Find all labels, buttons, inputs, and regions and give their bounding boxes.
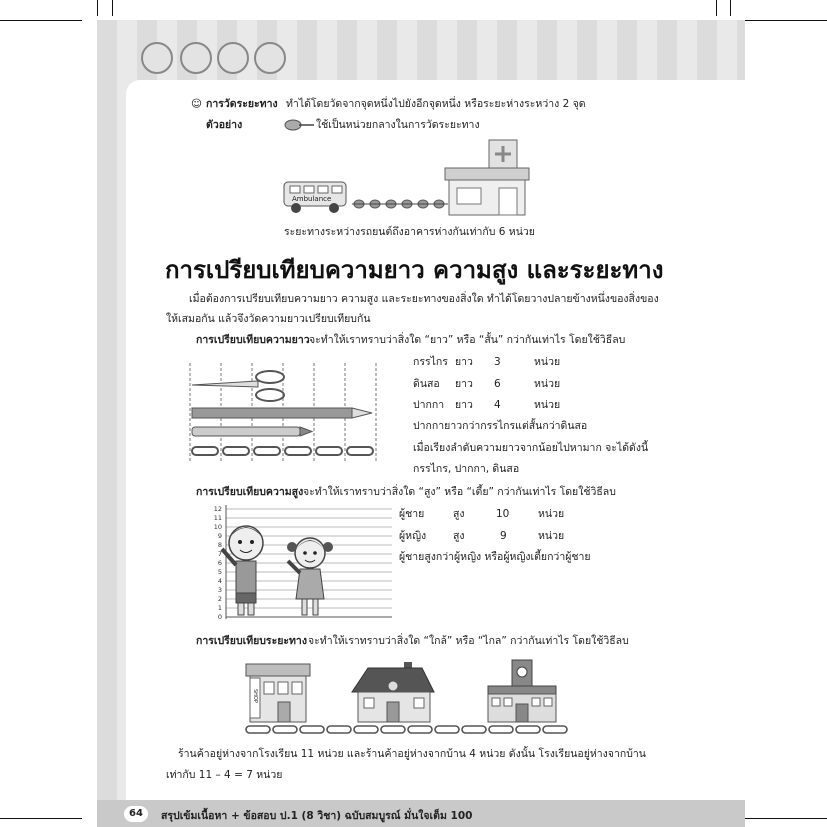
height-row-attr: สูง <box>453 530 465 542</box>
length-row-unit: หน่วย <box>534 356 561 368</box>
length-row-unit: หน่วย <box>534 399 561 411</box>
svg-text:3: 3 <box>217 586 222 594</box>
svg-text:1: 1 <box>217 604 222 612</box>
reading-icon <box>217 42 249 74</box>
crop-mark <box>730 0 731 16</box>
crop-mark <box>0 20 82 21</box>
svg-text:10: 10 <box>213 523 222 531</box>
crop-mark <box>716 0 717 16</box>
length-illustration <box>188 363 383 463</box>
svg-text:2: 2 <box>217 595 222 603</box>
svg-text:12: 12 <box>213 505 222 513</box>
pencil-icon <box>192 408 372 418</box>
height-row-value: 9 <box>500 530 507 542</box>
length-row-item: ปากกา <box>413 399 445 411</box>
intro-paragraph-line1: เมื่อต้องการเปรียบเทียบความยาว ความสูง และระยะทางของสิ่งใด ทำได้โดยวางปลายข้างหนึ่งของสิ่งของ <box>189 293 659 305</box>
pushpin-icon <box>284 118 314 132</box>
svg-text:0: 0 <box>217 613 222 621</box>
height-illustration <box>212 505 392 625</box>
shop-sign: SHOP <box>252 689 258 703</box>
length-row-value: 6 <box>494 378 501 390</box>
crop-mark <box>745 818 827 819</box>
height-compare-desc: จะทำให้เราทราบว่าสิ่งใด “สูง” หรือ “เตี้ย” กว่ากันเท่าไร โดยใช้วิธีลบ <box>303 486 616 498</box>
pushpin-chain <box>352 197 448 211</box>
length-row-item: กรรไกร <box>413 356 448 368</box>
example-text: ใช้เป็นหน่วยกลางในการวัดระยะทาง <box>316 119 480 131</box>
length-row-unit: หน่วย <box>534 378 561 390</box>
length-row-attr: ยาว <box>455 356 473 368</box>
music-icon <box>180 42 212 74</box>
svg-text:5: 5 <box>217 568 222 576</box>
hospital-icon <box>445 140 530 216</box>
length-compare-desc: จะทำให้เราทราบว่าสิ่งใด “ยาว” หรือ “สั้น” กว่ากันเท่าไร โดยใช้วิธีลบ <box>309 334 626 346</box>
house-icon <box>352 662 434 722</box>
distance-caption: ระยะทางระหว่างรถยนต์ถึงอาคารห่างกันเท่ากับ 6 หน่วย <box>284 226 535 238</box>
boy-icon <box>222 526 263 615</box>
science-icon <box>141 42 173 74</box>
distance-conclusion-line1: ร้านค้าอยู่ห่างจากโรงเรียน 11 หน่วย และร้านค้าอยู่ห่างจากบ้าน 4 หน่วย ดังนั้น โรงเรียนอยู่ห่างจากบ้าน <box>178 748 646 760</box>
length-row-value: 4 <box>494 399 501 411</box>
height-row-unit: หน่วย <box>538 508 565 520</box>
height-row-item: ผู้หญิง <box>399 530 427 542</box>
distance-conclusion-line2: เท่ากับ 11 – 4 = 7 หน่วย <box>166 769 283 781</box>
length-compare-label: การเปรียบเทียบความยาว <box>196 334 310 346</box>
scissors-icon <box>192 371 284 401</box>
height-note: ผู้ชายสูงกว่าผู้หญิง หรือผู้หญิงเตี้ยกว่าผู้ชาย <box>399 551 591 563</box>
bullet-icon: ☺ <box>191 98 202 110</box>
height-row-item: ผู้ชาย <box>399 508 425 520</box>
svg-text:9: 9 <box>217 532 222 540</box>
ambulance-label: Ambulance <box>292 195 332 203</box>
distance-illustration <box>244 658 584 738</box>
length-row-attr: ยาว <box>455 399 473 411</box>
crop-mark <box>0 818 82 819</box>
length-row-item: ดินสอ <box>413 378 440 390</box>
distance-definition: ทำได้โดยวัดจากจุดหนึ่งไปยังอีกจุดหนึ่ง หรือระยะห่างระหว่าง 2 จุด <box>286 98 586 110</box>
pen-icon <box>192 427 312 436</box>
art-icon <box>254 42 286 74</box>
page-number: 64 <box>124 806 148 822</box>
height-row-value: 10 <box>496 508 510 520</box>
distance-term: การวัดระยะทาง <box>206 98 278 110</box>
height-compare-label: การเปรียบเทียบความสูง <box>196 486 304 498</box>
svg-text:8: 8 <box>217 541 222 549</box>
length-note: ปากกายาวกว่ากรรไกรแต่สั้นกว่าดินสอ <box>413 420 588 432</box>
distance-compare-label: การเปรียบเทียบระยะทาง <box>196 635 307 647</box>
length-row-value: 3 <box>494 356 501 368</box>
crop-mark <box>745 20 827 21</box>
length-note: กรรไกร, ปากกา, ดินสอ <box>413 463 520 475</box>
svg-text:6: 6 <box>217 559 222 567</box>
intro-paragraph-line2: ให้เสมอกัน แล้วจึงวัดความยาวเปรียบเทียบกัน <box>166 313 371 325</box>
example-label: ตัวอย่าง <box>206 119 243 131</box>
paperclip-path <box>246 726 567 733</box>
distance-compare-desc: จะทำให้เราทราบว่าสิ่งใด “ใกล้” หรือ “ไกล” กว่ากันเท่าไร โดยใช้วิธีลบ <box>308 635 629 647</box>
svg-text:7: 7 <box>217 550 222 558</box>
crop-mark <box>97 0 98 16</box>
height-row-attr: สูง <box>453 508 465 520</box>
length-row-attr: ยาว <box>455 378 473 390</box>
girl-icon <box>287 538 333 615</box>
section-heading: การเปรียบเทียบความยาว ความสูง และระยะทาง <box>165 256 664 284</box>
footer-title: สรุปเข้มเนื้อหา + ข้อสอบ ป.1 (8 วิชา) ฉบับสมบูรณ์ มั่นใจเต็ม 100 <box>161 810 473 822</box>
svg-text:11: 11 <box>213 514 222 522</box>
svg-text:4: 4 <box>217 577 222 585</box>
school-icon <box>488 660 556 722</box>
crop-mark <box>112 0 113 16</box>
length-note: เมื่อเรียงลำดับความยาวจากน้อยไปหามาก จะได้ดังนี้ <box>413 442 649 454</box>
height-row-unit: หน่วย <box>538 530 565 542</box>
